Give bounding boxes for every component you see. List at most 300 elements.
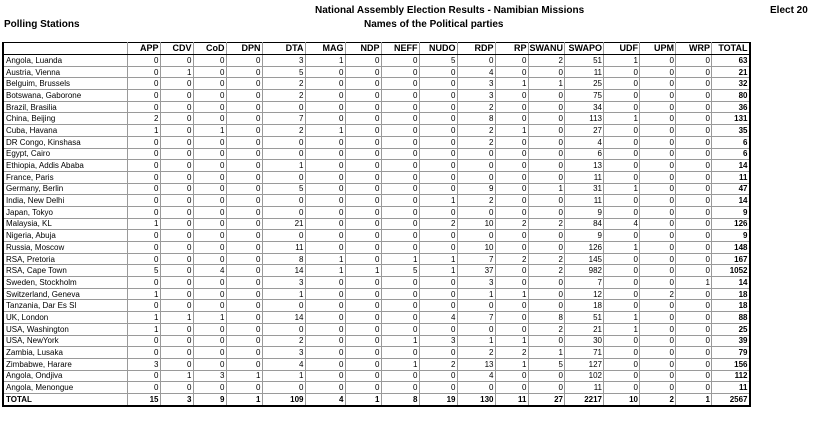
vote-cell: 1 [345, 265, 381, 277]
vote-cell: 0 [381, 312, 419, 324]
station-name: Angola, Luanda [3, 55, 127, 67]
vote-cell: 0 [345, 183, 381, 195]
station-name: Egypt, Cairo [3, 148, 127, 160]
vote-cell: 0 [676, 288, 712, 300]
vote-cell: 37 [457, 265, 495, 277]
column-header-mag: MAG [305, 43, 345, 55]
column-header-wrp: WRP [676, 43, 712, 55]
vote-cell: 0 [604, 206, 640, 218]
vote-cell: 0 [676, 253, 712, 265]
column-header-row [3, 43, 750, 55]
vote-cell: 1 [305, 125, 345, 137]
vote-cell: 1 [381, 358, 419, 370]
vote-cell: 0 [419, 90, 457, 102]
vote-cell: 9 [457, 183, 495, 195]
column-header-swanu: SWANU [529, 43, 563, 53]
column-header-rp: RP [495, 43, 528, 55]
vote-cell: 0 [640, 242, 676, 254]
vote-cell: 1 [676, 277, 712, 289]
vote-cell: 0 [604, 90, 640, 102]
vote-cell: 0 [676, 195, 712, 207]
vote-cell: 21 [565, 323, 604, 335]
vote-cell: 0 [640, 55, 676, 67]
table-row [3, 347, 750, 359]
vote-cell: 1 [305, 265, 345, 277]
vote-cell: 0 [305, 101, 345, 113]
vote-cell: 0 [226, 300, 262, 312]
row-total-cell: 47 [712, 183, 750, 195]
vote-cell: 11 [565, 195, 604, 207]
vote-cell: 0 [193, 183, 226, 195]
vote-cell: 0 [127, 335, 160, 347]
vote-cell: 0 [226, 148, 262, 160]
vote-cell: 0 [193, 323, 226, 335]
vote-cell: 1 [495, 288, 528, 300]
results-table [2, 42, 751, 407]
vote-cell: 0 [345, 312, 381, 324]
vote-cell: 0 [457, 171, 495, 183]
vote-cell: 2 [457, 195, 495, 207]
vote-cell: 0 [345, 55, 381, 67]
vote-cell: 2 [495, 347, 528, 359]
vote-cell: 4 [457, 370, 495, 382]
vote-cell: 7 [457, 312, 495, 324]
vote-cell: 0 [160, 113, 193, 125]
vote-cell: 2 [640, 288, 676, 300]
vote-cell: 0 [528, 206, 565, 218]
party-total-cell: 27 [528, 393, 565, 405]
vote-cell: 0 [193, 277, 226, 289]
vote-cell: 75 [565, 90, 604, 102]
row-total-cell: 167 [712, 253, 750, 265]
vote-cell: 0 [640, 136, 676, 148]
party-total-cell: 11 [495, 393, 528, 405]
vote-cell: 0 [604, 358, 640, 370]
vote-cell: 0 [381, 218, 419, 230]
vote-cell: 2 [419, 358, 457, 370]
vote-cell: 982 [565, 265, 604, 277]
vote-cell: 0 [604, 288, 640, 300]
vote-cell: 0 [676, 78, 712, 90]
vote-cell: 0 [676, 358, 712, 370]
vote-cell: 0 [676, 382, 712, 394]
column-header-app: APP [127, 43, 160, 55]
vote-cell: 0 [676, 113, 712, 125]
vote-cell: 0 [495, 160, 528, 172]
table-row [3, 230, 750, 242]
row-total-cell: 79 [712, 347, 750, 359]
vote-cell: 0 [160, 55, 193, 67]
vote-cell: 0 [226, 242, 262, 254]
vote-cell: 0 [495, 55, 528, 67]
station-name: Zambia, Lusaka [3, 347, 127, 359]
vote-cell: 1 [495, 125, 528, 137]
vote-cell: 0 [305, 148, 345, 160]
station-name: Cuba, Havana [3, 125, 127, 137]
vote-cell: 0 [160, 382, 193, 394]
column-header-nudo: NUDO [419, 43, 457, 55]
row-total-cell: 148 [712, 242, 750, 254]
vote-cell: 1 [604, 323, 640, 335]
party-total-cell: 4 [305, 393, 345, 405]
vote-cell: 0 [640, 323, 676, 335]
vote-cell: 31 [565, 183, 604, 195]
table-row [3, 195, 750, 207]
table-row [3, 101, 750, 113]
vote-cell: 0 [640, 171, 676, 183]
vote-cell: 0 [345, 66, 381, 78]
vote-cell: 1 [604, 312, 640, 324]
party-total-cell: 3 [160, 393, 193, 405]
row-total-cell: 25 [712, 323, 750, 335]
vote-cell: 0 [528, 90, 565, 102]
vote-cell: 0 [381, 66, 419, 78]
vote-cell: 0 [604, 66, 640, 78]
vote-cell: 0 [262, 195, 305, 207]
vote-cell: 0 [528, 335, 565, 347]
vote-cell: 0 [457, 323, 495, 335]
vote-cell: 0 [345, 277, 381, 289]
vote-cell: 0 [676, 265, 712, 277]
vote-cell: 0 [262, 323, 305, 335]
vote-cell: 0 [640, 90, 676, 102]
vote-cell: 0 [381, 148, 419, 160]
station-name: UK, London [3, 312, 127, 324]
vote-cell: 0 [305, 242, 345, 254]
station-name: Austria, Vienna [3, 66, 127, 78]
vote-cell: 14 [262, 312, 305, 324]
vote-cell: 0 [457, 382, 495, 394]
vote-cell: 0 [419, 230, 457, 242]
vote-cell: 0 [381, 230, 419, 242]
table-row [3, 242, 750, 254]
vote-cell: 0 [193, 136, 226, 148]
vote-cell: 0 [419, 370, 457, 382]
row-total-cell: 36 [712, 101, 750, 113]
vote-cell: 0 [262, 206, 305, 218]
vote-cell: 0 [495, 101, 528, 113]
vote-cell: 5 [381, 265, 419, 277]
page-subtitle: Names of the Political parties [364, 19, 504, 30]
vote-cell: 1 [419, 265, 457, 277]
vote-cell: 0 [495, 242, 528, 254]
table-row [3, 335, 750, 347]
vote-cell: 0 [226, 218, 262, 230]
table-row [3, 55, 750, 67]
vote-cell: 0 [345, 382, 381, 394]
vote-cell: 0 [226, 335, 262, 347]
vote-cell: 0 [226, 277, 262, 289]
party-total-cell: 10 [604, 393, 640, 405]
vote-cell: 0 [226, 323, 262, 335]
vote-cell: 0 [495, 195, 528, 207]
vote-cell: 0 [419, 300, 457, 312]
vote-cell: 0 [160, 78, 193, 90]
party-total-cell: 1 [226, 393, 262, 405]
column-header-neff: NEFF [381, 43, 419, 55]
vote-cell: 0 [345, 300, 381, 312]
vote-cell: 0 [495, 66, 528, 78]
row-total-cell: 1052 [712, 265, 750, 277]
vote-cell: 0 [419, 206, 457, 218]
vote-cell: 0 [345, 253, 381, 265]
column-header-swapo: SWAPO [565, 43, 604, 55]
station-name: Belguim, Brussels [3, 78, 127, 90]
vote-cell: 0 [419, 382, 457, 394]
station-name: Angola, Ondjiva [3, 370, 127, 382]
vote-cell: 0 [305, 382, 345, 394]
vote-cell: 1 [495, 78, 528, 90]
vote-cell: 0 [381, 55, 419, 67]
vote-cell: 0 [419, 288, 457, 300]
vote-cell: 0 [676, 312, 712, 324]
vote-cell: 0 [226, 347, 262, 359]
vote-cell: 0 [528, 136, 565, 148]
table-row [3, 358, 750, 370]
vote-cell: 0 [305, 78, 345, 90]
vote-cell: 0 [495, 113, 528, 125]
vote-cell: 0 [345, 370, 381, 382]
vote-cell: 0 [419, 242, 457, 254]
vote-cell: 30 [565, 335, 604, 347]
vote-cell: 0 [640, 101, 676, 113]
vote-cell: 0 [305, 323, 345, 335]
vote-cell: 0 [604, 230, 640, 242]
station-name: Sweden, Stockholm [3, 277, 127, 289]
vote-cell: 0 [419, 323, 457, 335]
vote-cell: 0 [495, 300, 528, 312]
vote-cell: 0 [345, 171, 381, 183]
vote-cell: 0 [305, 300, 345, 312]
station-name: Russia, Moscow [3, 242, 127, 254]
vote-cell: 0 [160, 323, 193, 335]
table-row [3, 66, 750, 78]
vote-cell: 0 [160, 288, 193, 300]
station-name: China, Beijing [3, 113, 127, 125]
vote-cell: 1 [457, 335, 495, 347]
vote-cell: 0 [160, 265, 193, 277]
vote-cell: 0 [226, 253, 262, 265]
vote-cell: 2 [262, 90, 305, 102]
vote-cell: 0 [127, 370, 160, 382]
station-name: Germany, Berlin [3, 183, 127, 195]
vote-cell: 0 [528, 195, 565, 207]
vote-cell: 0 [528, 277, 565, 289]
vote-cell: 0 [381, 113, 419, 125]
vote-cell: 1 [226, 370, 262, 382]
table-row [3, 253, 750, 265]
vote-cell: 0 [495, 323, 528, 335]
table-row [3, 218, 750, 230]
table-row [3, 323, 750, 335]
vote-cell: 0 [127, 300, 160, 312]
vote-cell: 1 [193, 312, 226, 324]
vote-cell: 2 [457, 136, 495, 148]
vote-cell: 0 [193, 66, 226, 78]
vote-cell: 0 [604, 148, 640, 160]
vote-cell: 0 [528, 125, 565, 137]
vote-cell: 0 [419, 347, 457, 359]
vote-cell: 1 [495, 335, 528, 347]
party-total-cell: 15 [127, 393, 160, 405]
vote-cell: 0 [419, 171, 457, 183]
vote-cell: 2 [457, 101, 495, 113]
vote-cell: 1 [160, 66, 193, 78]
vote-cell: 0 [193, 148, 226, 160]
vote-cell: 0 [345, 288, 381, 300]
vote-cell: 0 [604, 253, 640, 265]
vote-cell: 84 [565, 218, 604, 230]
vote-cell: 0 [160, 242, 193, 254]
vote-cell: 0 [305, 288, 345, 300]
vote-cell: 0 [381, 288, 419, 300]
vote-cell: 0 [160, 101, 193, 113]
vote-cell: 0 [127, 183, 160, 195]
vote-cell: 0 [457, 160, 495, 172]
vote-cell: 0 [226, 183, 262, 195]
vote-cell: 0 [226, 78, 262, 90]
row-total-cell: 35 [712, 125, 750, 137]
vote-cell: 0 [676, 66, 712, 78]
row-total-cell: 156 [712, 358, 750, 370]
vote-cell: 102 [565, 370, 604, 382]
vote-cell: 7 [262, 113, 305, 125]
vote-cell: 0 [127, 55, 160, 67]
table-row [3, 370, 750, 382]
vote-cell: 2 [528, 265, 565, 277]
vote-cell: 0 [262, 171, 305, 183]
vote-cell: 3 [262, 347, 305, 359]
vote-cell: 0 [127, 277, 160, 289]
vote-cell: 0 [495, 171, 528, 183]
vote-cell: 9 [565, 230, 604, 242]
vote-cell: 127 [565, 358, 604, 370]
vote-cell: 5 [419, 55, 457, 67]
vote-cell: 1 [305, 55, 345, 67]
vote-cell: 0 [457, 148, 495, 160]
vote-cell: 3 [193, 370, 226, 382]
vote-cell: 0 [676, 230, 712, 242]
vote-cell: 0 [127, 242, 160, 254]
vote-cell: 0 [127, 160, 160, 172]
vote-cell: 0 [604, 101, 640, 113]
vote-cell: 0 [305, 358, 345, 370]
vote-cell: 0 [160, 335, 193, 347]
vote-cell: 145 [565, 253, 604, 265]
vote-cell: 2 [528, 55, 565, 67]
table-row [3, 136, 750, 148]
vote-cell: 0 [676, 183, 712, 195]
column-header-cod: CoD [193, 43, 226, 55]
vote-cell: 0 [419, 148, 457, 160]
table-row [3, 265, 750, 277]
station-name: India, New Delhi [3, 195, 127, 207]
vote-cell: 0 [604, 160, 640, 172]
vote-cell: 12 [565, 288, 604, 300]
vote-cell: 0 [676, 335, 712, 347]
row-total-cell: 18 [712, 288, 750, 300]
vote-cell: 0 [226, 101, 262, 113]
vote-cell: 0 [127, 136, 160, 148]
vote-cell: 0 [495, 312, 528, 324]
vote-cell: 0 [127, 90, 160, 102]
table-row [3, 113, 750, 125]
vote-cell: 0 [193, 382, 226, 394]
vote-cell: 2 [495, 218, 528, 230]
station-name: Botswana, Gaborone [3, 90, 127, 102]
vote-cell: 0 [495, 136, 528, 148]
vote-cell: 0 [226, 125, 262, 137]
vote-cell: 0 [193, 195, 226, 207]
vote-cell: 0 [604, 347, 640, 359]
vote-cell: 0 [640, 277, 676, 289]
vote-cell: 0 [127, 347, 160, 359]
vote-cell: 0 [676, 370, 712, 382]
vote-cell: 14 [262, 265, 305, 277]
vote-cell: 1 [127, 323, 160, 335]
vote-cell: 0 [495, 370, 528, 382]
vote-cell: 0 [127, 171, 160, 183]
vote-cell: 5 [262, 183, 305, 195]
vote-cell: 0 [640, 300, 676, 312]
column-header-total: TOTAL [712, 43, 750, 55]
vote-cell: 0 [528, 171, 565, 183]
vote-cell: 0 [305, 90, 345, 102]
station-name: Ethiopia, Addis Ababa [3, 160, 127, 172]
vote-cell: 0 [345, 136, 381, 148]
vote-cell: 0 [381, 125, 419, 137]
vote-cell: 0 [640, 206, 676, 218]
vote-cell: 0 [640, 183, 676, 195]
column-header-rdp: RDP [457, 43, 495, 55]
vote-cell: 0 [193, 101, 226, 113]
vote-cell: 0 [160, 277, 193, 289]
vote-cell: 4 [565, 136, 604, 148]
vote-cell: 0 [495, 183, 528, 195]
vote-cell: 0 [604, 195, 640, 207]
vote-cell: 0 [381, 78, 419, 90]
vote-cell: 18 [565, 300, 604, 312]
vote-cell: 0 [127, 78, 160, 90]
vote-cell: 0 [160, 136, 193, 148]
vote-cell: 0 [160, 253, 193, 265]
vote-cell: 0 [528, 101, 565, 113]
vote-cell: 0 [226, 66, 262, 78]
vote-cell: 8 [262, 253, 305, 265]
vote-cell: 0 [262, 382, 305, 394]
vote-cell: 0 [528, 113, 565, 125]
vote-cell: 0 [305, 195, 345, 207]
vote-cell: 0 [528, 242, 565, 254]
station-name: DR Congo, Kinshasa [3, 136, 127, 148]
station-name: RSA, Pretoria [3, 253, 127, 265]
vote-cell: 0 [193, 242, 226, 254]
station-name: USA, NewYork [3, 335, 127, 347]
vote-cell: 0 [419, 183, 457, 195]
vote-cell: 1 [127, 288, 160, 300]
vote-cell: 3 [457, 90, 495, 102]
vote-cell: 0 [127, 253, 160, 265]
vote-cell: 0 [528, 300, 565, 312]
vote-cell: 0 [381, 136, 419, 148]
row-total-cell: 6 [712, 148, 750, 160]
vote-cell: 1 [604, 113, 640, 125]
row-total-cell: 6 [712, 136, 750, 148]
vote-cell: 0 [676, 218, 712, 230]
vote-cell: 1 [495, 358, 528, 370]
vote-cell: 0 [305, 335, 345, 347]
vote-cell: 3 [262, 55, 305, 67]
